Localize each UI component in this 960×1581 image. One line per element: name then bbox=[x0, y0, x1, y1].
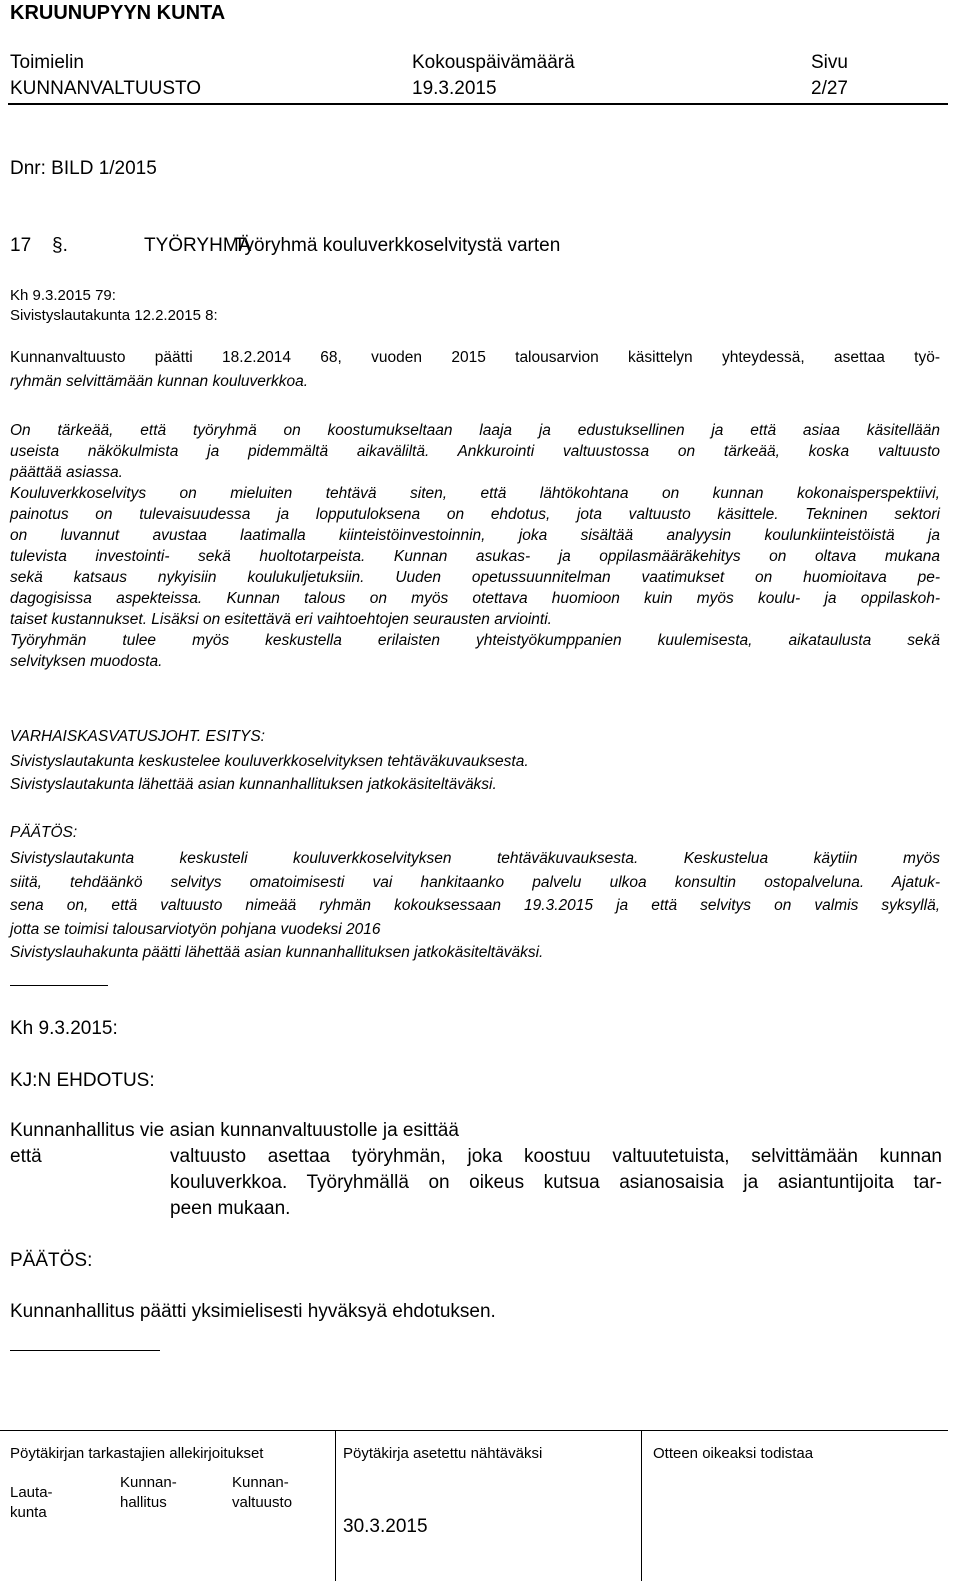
kh-decision-heading: PÄÄTÖS: bbox=[10, 1250, 93, 1271]
body-line: painotus on tulevaisuudessa ja lopputuloksena on ehdotus, jota valtuusto käsittele. Tekninen sektori bbox=[10, 506, 940, 523]
footer-posted-label: Pöytäkirja asetettu nähtäväksi bbox=[343, 1445, 543, 1462]
sig-assembly-label bbox=[232, 1473, 292, 1513]
proposal-line-1: Sivistyslautakunta keskustelee kouluverkkoselvityksen tehtäväkuvauksesta. bbox=[10, 753, 529, 770]
decision-line: jotta se toimisi talousarviotyön pohjana vuodeksi 2016 bbox=[10, 920, 381, 938]
body-line: useista näkökulmista ja pidemmältä aikaväliltä. Ankkurointi valtuustossa on tärkeää, koska valtuusto bbox=[10, 443, 940, 460]
sig-assembly-line: Kunnan- bbox=[232, 1474, 289, 1491]
sig-board-line: kunta bbox=[10, 1504, 47, 1521]
body-line: tulevista investointi- sekä huoltotarpeista. Kunnan asukas- ja oppilasmääräkehitys on oltava mukana bbox=[10, 548, 940, 565]
history-line-4: ryhmän selvittämään kunnan kouluverkkoa. bbox=[10, 373, 309, 390]
sig-board-line: Lauta- bbox=[10, 1484, 53, 1501]
footer-divider bbox=[335, 1431, 336, 1581]
kh-label: että bbox=[10, 1146, 42, 1167]
body-line: dagogisissa aspekteissa. Kunnan talous on myös otettava huomioon kuin myös koulu- ja oppilaskoh- bbox=[10, 590, 940, 607]
kh-date: Kh 9.3.2015: bbox=[10, 1018, 118, 1039]
kh-text-line-3: peen mukaan. bbox=[170, 1198, 291, 1219]
body-value: KUNNANVALTUUSTO bbox=[10, 78, 202, 99]
history-line-3: Kunnanvaltuusto päätti 18.2.2014 68, vuoden 2015 talousarvion käsittelyn yhteydessä, asettaa työ- bbox=[10, 349, 940, 366]
organization-name: KRUUNUPYYN KUNTA bbox=[10, 2, 226, 24]
posted-date: 30.3.2015 bbox=[343, 1516, 428, 1537]
footer-signature-box bbox=[0, 1430, 948, 1581]
kh-proposal-heading: KJ:N EHDOTUS: bbox=[10, 1070, 155, 1091]
end-divider bbox=[10, 1350, 160, 1351]
sig-council-line: hallitus bbox=[120, 1494, 167, 1511]
date-value: 19.3.2015 bbox=[412, 78, 497, 99]
decision-1-heading: PÄÄTÖS: bbox=[10, 824, 78, 841]
footer-signatures-label: Pöytäkirjan tarkastajien allekirjoitukset bbox=[10, 1445, 264, 1462]
body-paragraph bbox=[10, 420, 940, 672]
body-line: selvityksen muodosta. bbox=[10, 653, 163, 670]
body-label: Toimielin bbox=[10, 52, 84, 73]
proposal-heading: VARHAISKASVATUSJOHT. ESITYS: bbox=[10, 728, 265, 745]
kh-text-line-2: kouluverkkoa. Työryhmällä on oikeus kutsua asianosaisia ja asiantuntijoita tar- bbox=[170, 1172, 942, 1193]
body-line: Kouluverkkoselvitys on mieluiten tehtävä siten, että lähtökohtana on kunnan kokonaisperspektiivi, bbox=[10, 485, 940, 502]
footer-certify-label: Otteen oikeaksi todistaa bbox=[653, 1445, 814, 1462]
decision-line: Sivistyslauhakunta päätti lähettää asian kunnanhallituksen jatkokäsiteltäväksi. bbox=[10, 944, 544, 961]
kh-intro: Kunnanhallitus vie asian kunnanvaltuustolle ja esittää bbox=[10, 1120, 459, 1141]
body-line: On tärkeää, että työryhmä on koostumukseltaan laaja ja edustuksellinen ja että asiaa käsitellään bbox=[10, 422, 940, 439]
history-line-2: Sivistyslautakunta 12.2.2015 8: bbox=[10, 307, 218, 324]
body-line: päättää asiassa. bbox=[10, 464, 123, 481]
decision-line: sena on, että valtuusto nimeää ryhmän kokouksessaan 19.3.2015 ja että selvitys on valmis syksyllä, bbox=[10, 897, 940, 914]
item-number: 17 bbox=[10, 235, 32, 256]
page-label: Sivu bbox=[811, 52, 848, 73]
body-line: on luvannut avustaa laatimalla kiinteistöinvestoinnin, joka sisältää analyysin koulunkiinteistöistä ja bbox=[10, 527, 940, 544]
item-category: TYÖRYHMÄ bbox=[144, 235, 252, 256]
body-line: taiset kustannukset. Lisäksi on esitettävä eri vaihtoehtojen seurausten arviointi. bbox=[10, 611, 552, 628]
footer-divider bbox=[641, 1431, 642, 1581]
section-divider bbox=[10, 985, 108, 986]
sig-board-label bbox=[10, 1483, 53, 1523]
body-line: Työryhmän tulee myös keskustella erilaisten yhteistyökumppanien kuulemisesta, aikataulusta sekä bbox=[10, 632, 940, 649]
history-line-1: Kh 9.3.2015 79: bbox=[10, 287, 116, 304]
sig-assembly-line: valtuusto bbox=[232, 1494, 293, 1511]
diary-number: Dnr: BILD 1/2015 bbox=[10, 158, 157, 179]
sig-council-line: Kunnan- bbox=[120, 1474, 177, 1491]
decision-line: siitä, tehdäänkö selvitys omatoimisesti vai hankitaanko palvelu ulkoa konsultin ostopalveluna. Ajatuk- bbox=[10, 873, 940, 891]
section-sign: §. bbox=[52, 235, 68, 256]
header-rule bbox=[8, 103, 948, 105]
item-heading bbox=[10, 235, 560, 257]
decision-1-text bbox=[10, 847, 940, 965]
item-title: Työryhmä kouluverkkoselvitystä varten bbox=[234, 235, 561, 256]
sig-council-label bbox=[120, 1473, 177, 1513]
kh-decision: Kunnanhallitus päätti yksimielisesti hyväksyä ehdotuksen. bbox=[10, 1301, 496, 1322]
proposal-line-2: Sivistyslautakunta lähettää asian kunnanhallituksen jatkokäsiteltäväksi. bbox=[10, 776, 497, 793]
date-label: Kokouspäivämäärä bbox=[412, 52, 575, 73]
body-line: sekä katsaus nykyisiin koulukuljetuksiin. Uuden opetussuunnitelman vaatimukset on huomioitava pe- bbox=[10, 569, 940, 586]
decision-line: Sivistyslautakunta keskusteli kouluverkkoselvityksen tehtäväkuvauksesta. Keskustelua käytiin myös bbox=[10, 850, 940, 867]
kh-text-line-1: valtuusto asettaa työryhmän, joka koostuu valtuutetuista, selvittämään kunnan bbox=[170, 1146, 942, 1167]
page-value: 2/27 bbox=[811, 78, 848, 99]
